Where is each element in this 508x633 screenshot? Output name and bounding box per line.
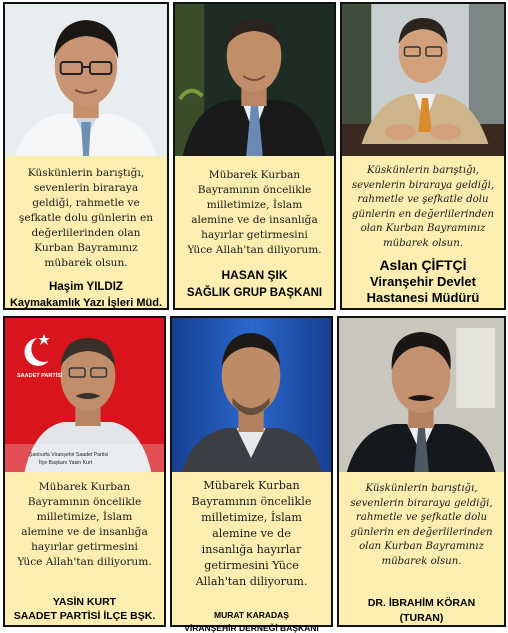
greeting-card-aslan-ciftci: [340, 2, 506, 310]
person-portrait-icon: [175, 4, 334, 156]
greeting-card-murat-karadas: [170, 316, 333, 633]
greeting-card-hasan-sik: [173, 2, 336, 310]
portrait-photo: [339, 318, 504, 472]
person-portrait-icon: [5, 4, 167, 156]
portrait-photo: [175, 4, 334, 156]
person-portrait-icon: [5, 318, 164, 472]
greeting-card-ibrahim-koran: [337, 316, 506, 627]
person-title: VİRANŞEHİR DERNEĞİ BAŞKANI: [184, 623, 319, 633]
portrait-photo: [172, 318, 331, 472]
person-portrait-icon: [339, 318, 504, 472]
greeting-message: Küskünlerin barıştığı, sevenlerin biraraya geldiği, rahmetle ve şefkatle dolu günlerin en değerlilerinden olan Kurban Bayramınız mübarek olsun.: [350, 483, 493, 567]
portrait-photo: [5, 4, 167, 156]
person-title: Viranşehir Devlet Hastanesi Müdürü: [366, 274, 480, 305]
person-title: SAĞLIK GRUP BAŞKANI: [186, 287, 323, 299]
person-name: Haşim YILDIZ: [49, 281, 123, 293]
party-badge-text: SAADET PARTİSİ: [17, 373, 63, 379]
person-name: DR. İBRAHİM KÖRAN: [367, 597, 476, 609]
person-name: HASAN ŞIK: [221, 268, 288, 282]
person-name: MURAT KARADAŞ: [214, 610, 289, 620]
greeting-message: Mübarek Kurban Bayramının öncelikle milletimize, İslam alemine ve de insanlığa hayırlar getirmesini Yüce Allah'tan diliyorum.: [187, 169, 322, 256]
portrait-photo: [5, 318, 164, 472]
person-title: (TURAN): [399, 612, 444, 624]
person-portrait-icon: [172, 318, 331, 472]
photo-caption: Şanlıurfa Viranşehir Saadet Partisi: [29, 452, 109, 458]
greeting-card-yasin-kurt: [3, 316, 166, 627]
portrait-photo: [342, 4, 504, 156]
greeting-message: Küskünlerin barıştığı, sevenlerin biraraya geldiği, rahmetle ve şefkatle dolu günlerin en değerlilerinden olan Kurban Bayramınız mübarek olsun.: [351, 165, 495, 249]
person-name: Aslan ÇİFTÇİ: [379, 257, 467, 273]
person-portrait-icon: [342, 4, 504, 156]
person-title: Kaymakamlık Yazı İşleri Müd.: [9, 297, 163, 309]
person-title: SAADET PARTİSİ İLÇE BŞK.: [13, 610, 156, 622]
photo-caption: İlçe Başkanı Yasin Kurt: [39, 460, 93, 466]
greeting-message: Küskünlerin barıştığı, sevenlerin biraraya geldiği, rahmetle ve şefkatle dolu günlerin en değerlilerinden olan Kurban Bayramınız mübarek olsun.: [18, 167, 154, 269]
greeting-card-hasim-yildiz: [3, 2, 169, 310]
greeting-message: Mübarek Kurban Bayramının öncelikle milletimize, İslam alemine ve de insanlığa hayırlar getirmesini Yüce Allah'tan diliyorum.: [17, 481, 152, 568]
greeting-message: Mübarek Kurban Bayramının öncelikle milletimize, İslam alemine ve de insanlığa hayırlar getirmesini Yüce Allah'tan diliyorum.: [191, 479, 312, 588]
person-name: YASİN KURT: [52, 596, 117, 608]
